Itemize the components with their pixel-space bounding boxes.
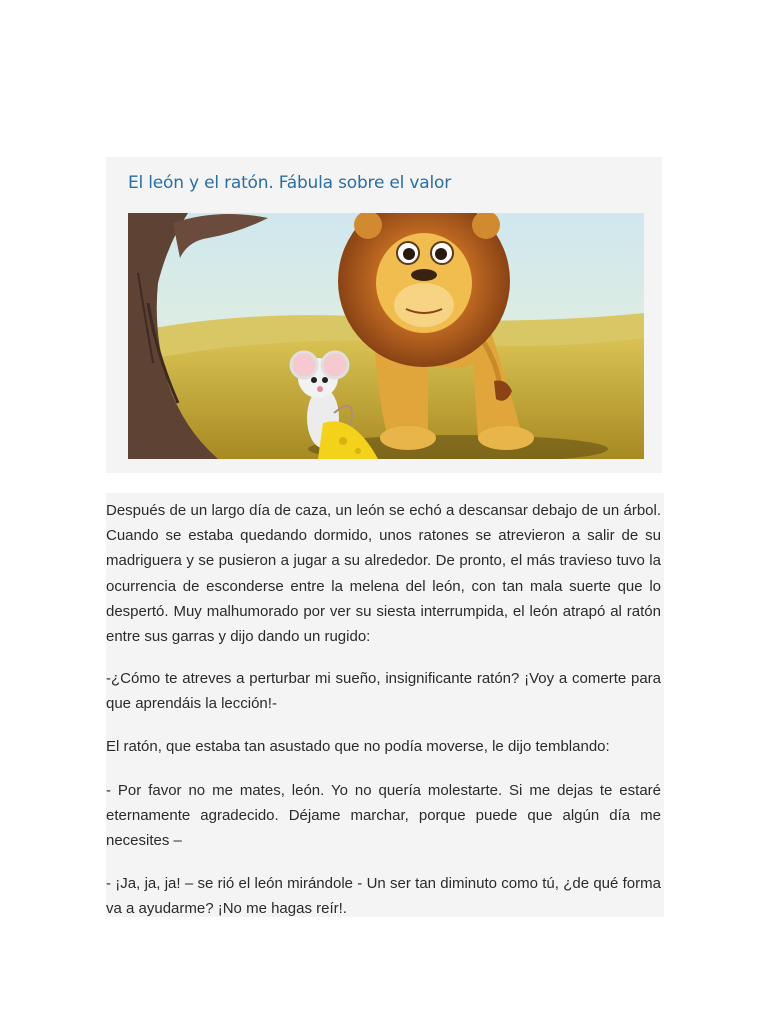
article-header (106, 157, 662, 473)
story-paragraph-3: El ratón, que estaba tan asustado que no podía moverse, le dijo temblando: (106, 738, 610, 755)
story-paragraph-2: -¿Cómo te atreves a perturbar mi sueño, insignificante ratón? ¡Voy a comerte para que aprendáis la lección!- (106, 670, 661, 713)
story-paragraph-1: Después de un largo día de caza, un león se echó a descansar debajo de un árbol. Cuando se estaba quedando dormido, unos ratones se atrevieron a salir de su madriguera y se pusieron a jugar a su alrededor. De pronto, el más travieso tuvo la ocurrencia de esconderse entre la melena del león, con tan mala suerte que lo despertó. Muy malhumorado por ver su siesta interrumpida, el león atrapó al ratón entre sus garras y dijo dando un rugido: (106, 502, 661, 646)
lion-and-mouse-illustration (128, 213, 644, 459)
story-paragraph-5: - ¡Ja, ja, ja! – se rió el león mirándole - Un ser tan diminuto como tú, ¿de qué forma va a ayudarme? ¡No me hagas reír!. (106, 875, 661, 918)
story-paragraph-4: - Por favor no me mates, león. Yo no quería molestarte. Si me dejas te estaré eternamente agradecido. Déjame marchar, porque puede que algún día me necesites – (106, 782, 661, 850)
story-body (106, 493, 664, 917)
article-title: El león y el ratón. Fábula sobre el valor (128, 173, 451, 193)
illustration-svg (128, 213, 644, 459)
